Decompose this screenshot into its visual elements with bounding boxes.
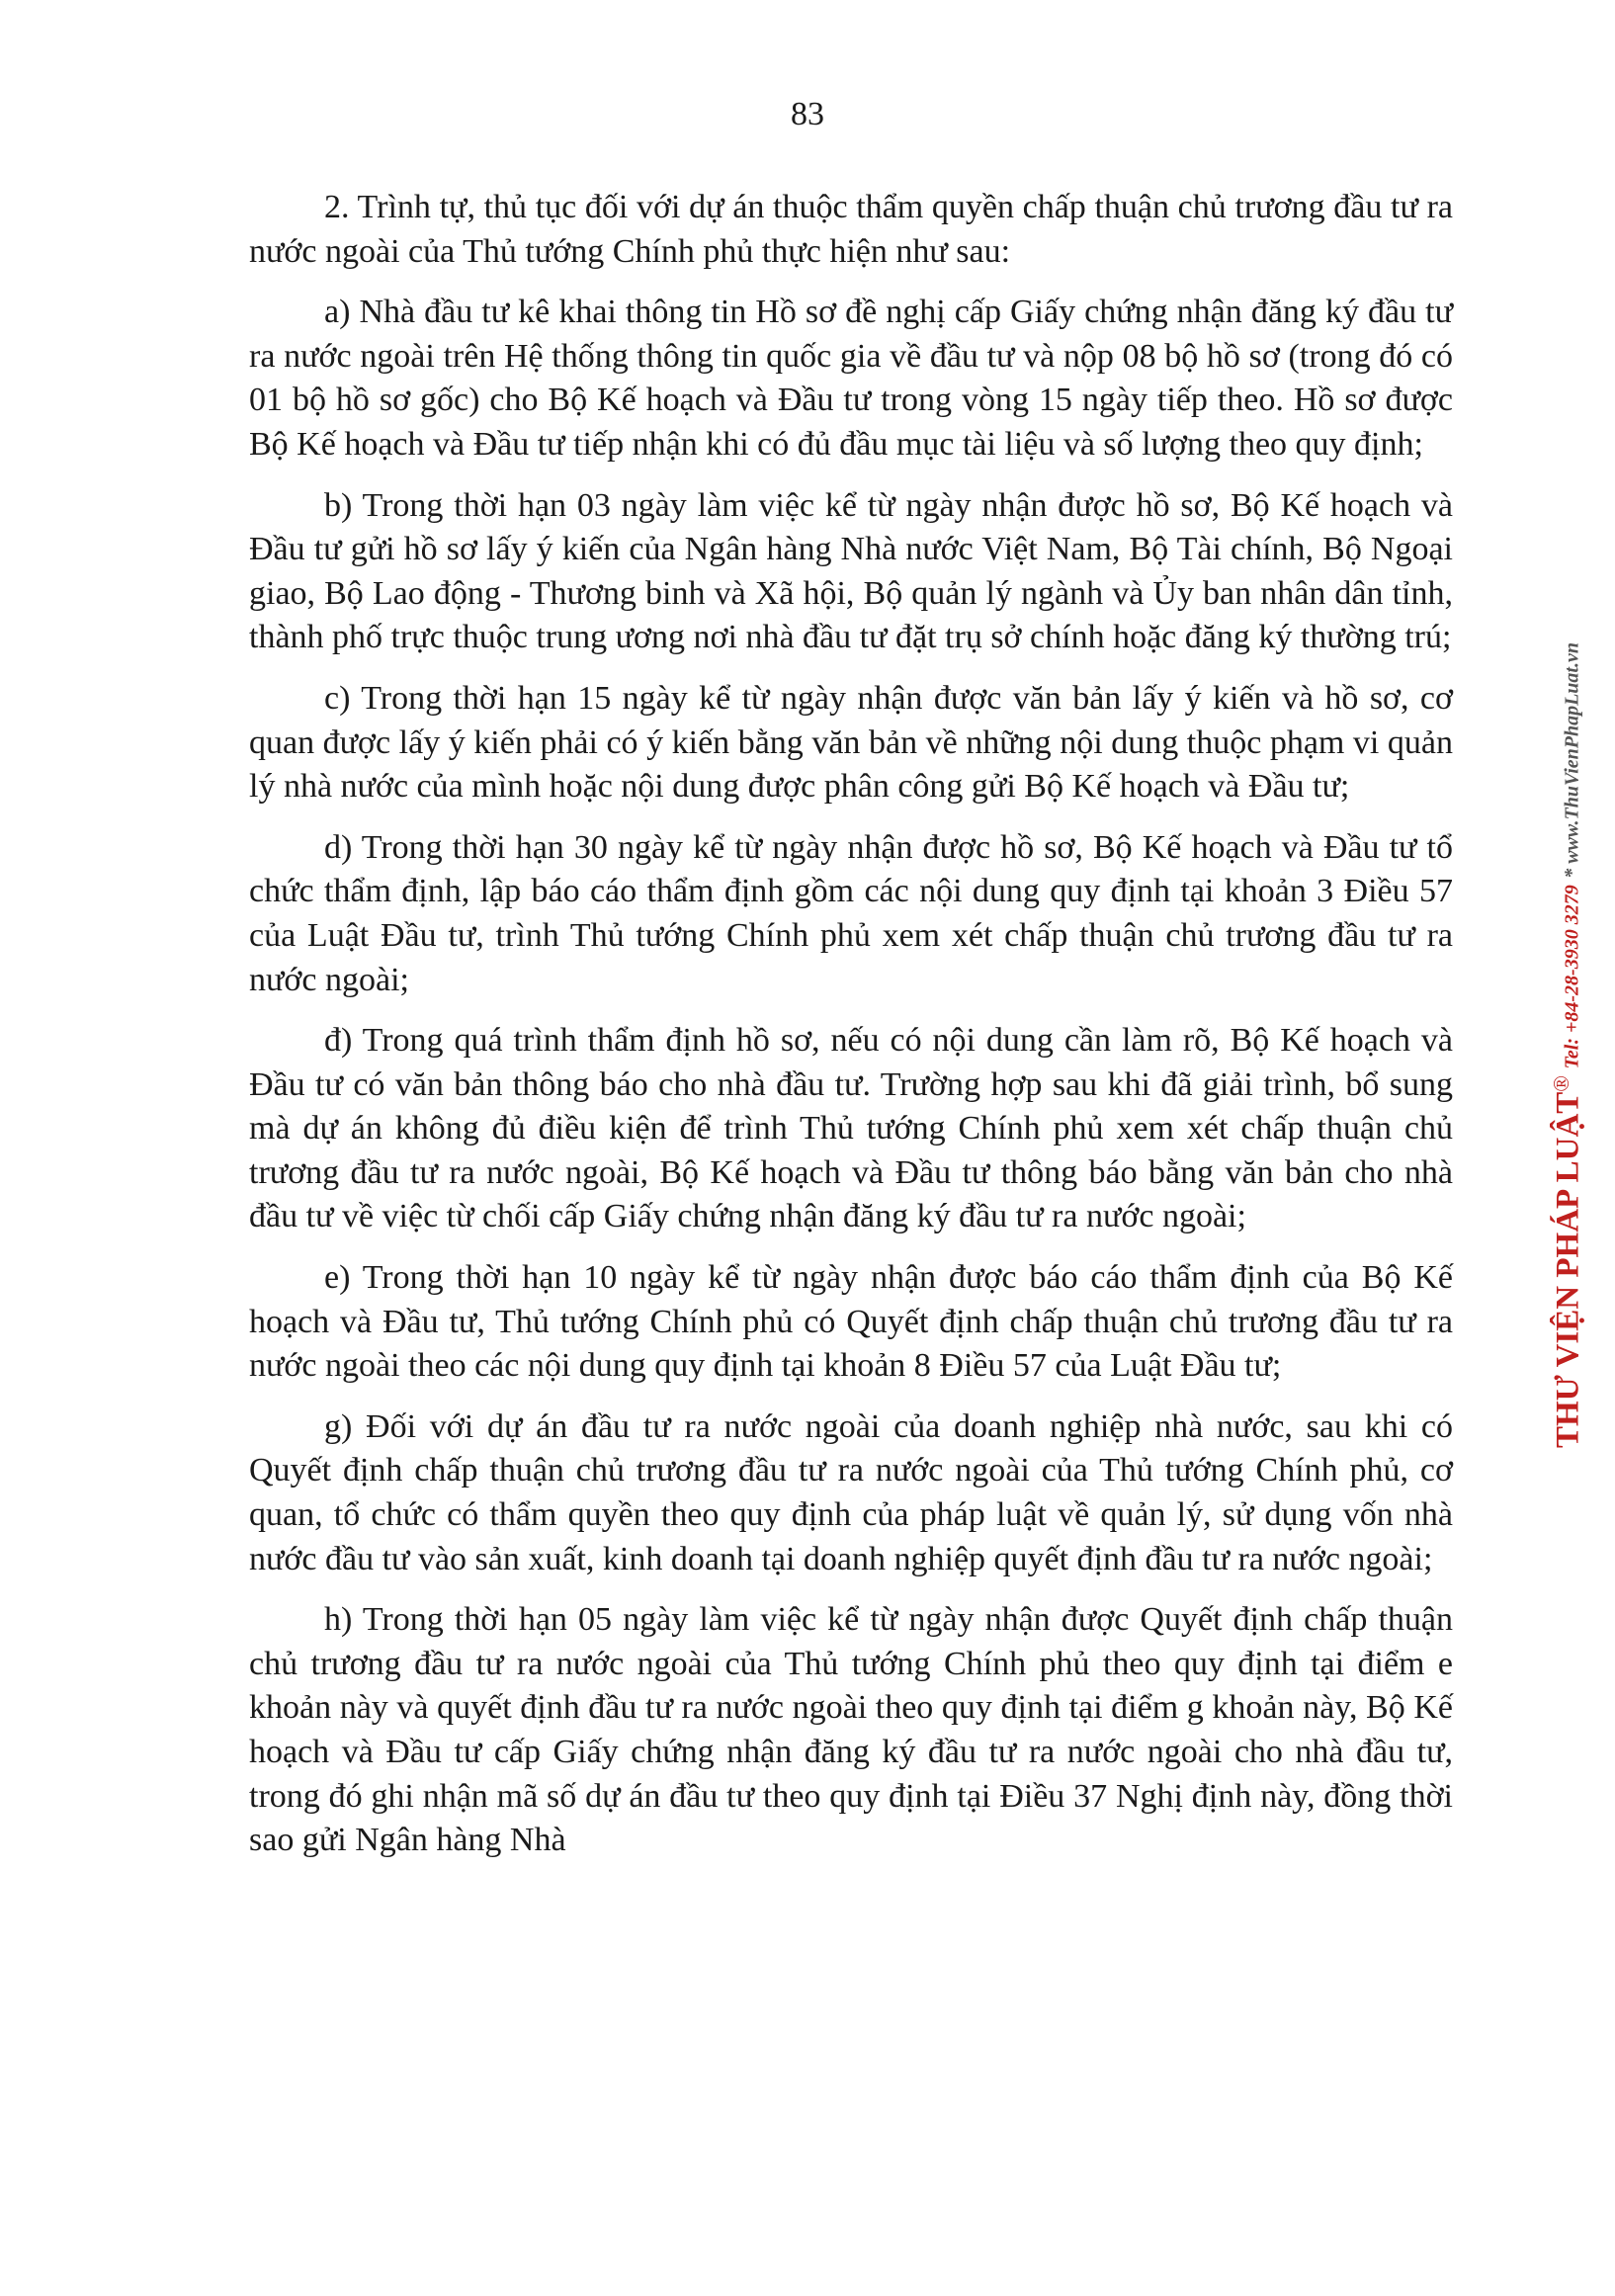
watermark (1522, 514, 1586, 1463)
watermark-website: * www.ThuVienPhapLuat.vn (1561, 642, 1583, 879)
paragraph-intro: 2. Trình tự, thủ tục đối với dự án thuộc thẩm quyền chấp thuận chủ trương đầu tư ra nước ngoài của Thủ tướng Chính phủ thực hiện như sau: (249, 189, 1453, 270)
paragraph-c: c) Trong thời hạn 15 ngày kể từ ngày nhận được văn bản lấy ý kiến và hồ sơ, cơ quan được lấy ý kiến phải có ý kiến bằng văn bản về những nội dung thuộc phạm vi quản lý nhà nước của mình hoặc nội dung được phân công gửi Bộ Kế hoạch và Đầu tư; (249, 679, 1453, 806)
paragraph-d: d) Trong thời hạn 30 ngày kể từ ngày nhận được hồ sơ, Bộ Kế hoạch và Đầu tư tổ chức thẩm định, lập báo cáo thẩm định gồm các nội dung quy định tại khoản 3 Điều 57 của Luật Đầu tư, trình Thủ tướng Chính phủ xem xét chấp thuận chủ trương đầu tư ra nước ngoài; (249, 828, 1453, 998)
watermark-registered-mark: ® (1549, 1074, 1573, 1092)
paragraph-dd: đ) Trong quá trình thẩm định hồ sơ, nếu có nội dung cần làm rõ, Bộ Kế hoạch và Đầu tư có văn bản thông báo cho nhà đầu tư. Trường hợp sau khi đã giải trình, bổ sung mà dự án không đủ điều kiện để trình Thủ tướng Chính phủ xem xét chấp thuận chủ trương đầu tư ra nước ngoài, Bộ Kế hoạch và Đầu tư thông báo bằng văn bản cho nhà đầu tư về việc từ chối cấp Giấy chứng nhận đăng ký đầu tư ra nước ngoài; (249, 1022, 1453, 1235)
paragraph-g: g) Đối với dự án đầu tư ra nước ngoài của doanh nghiệp nhà nước, sau khi có Quyết định chấp thuận chủ trương đầu tư ra nước ngoài của Thủ tướng Chính phủ, cơ quan, tổ chức có thẩm quyền theo quy định của pháp luật về quản lý, sử dụng vốn nhà nước đầu tư vào sản xuất, kinh doanh tại doanh nghiệp quyết định đầu tư ra nước ngoài; (249, 1407, 1453, 1577)
paragraph-b: b) Trong thời hạn 03 ngày làm việc kể từ ngày nhận được hồ sơ, Bộ Kế hoạch và Đầu tư gửi hồ sơ lấy ý kiến của Ngân hàng Nhà nước Việt Nam, Bộ Tài chính, Bộ Ngoại giao, Bộ Lao động - Thương binh và Xã hội, Bộ quản lý ngành và Ủy ban nhân dân tỉnh, thành phố trực thuộc trung ương nơi nhà đầu tư đặt trụ sở chính hoặc đăng ký thường trú; (249, 486, 1453, 656)
watermark-text (1547, 642, 1587, 1448)
paragraph-h: h) Trong thời hạn 05 ngày làm việc kể từ ngày nhận được Quyết định chấp thuận chủ trương đầu tư ra nước ngoài của Thủ tướng Chính phủ theo quy định tại điểm e khoản này và quyết định đầu tư ra nước ngoài theo quy định tại điểm g khoản này, Bộ Kế hoạch và Đầu tư cấp Giấy chứng nhận đăng ký đầu tư ra nước ngoài cho nhà đầu tư, trong đó ghi nhận mã số dự án đầu tư theo quy định tại Điều 37 Nghị định này, đồng thời sao gửi Ngân hàng Nhà (249, 1601, 1453, 1859)
document-body (249, 186, 1453, 1880)
paragraph-e: e) Trong thời hạn 10 ngày kể từ ngày nhận được báo cáo thẩm định của Bộ Kế hoạch và Đầu tư, Thủ tướng Chính phủ có Quyết định chấp thuận chủ trương đầu tư ra nước ngoài theo các nội dung quy định tại khoản 8 Điều 57 của Luật Đầu tư; (249, 1259, 1453, 1385)
page-number: 83 (791, 96, 824, 132)
watermark-brand: THƯ VIỆN PHÁP LUẬT (1550, 1091, 1586, 1448)
watermark-phone: Tel: +84-28-3930 3279 (1561, 885, 1583, 1069)
paragraph-a: a) Nhà đầu tư kê khai thông tin Hồ sơ đề nghị cấp Giấy chứng nhận đăng ký đầu tư ra nước ngoài trên Hệ thống thông tin quốc gia về đầu tư và nộp 08 bộ hồ sơ (trong đó có 01 bộ hồ sơ gốc) cho Bộ Kế hoạch và Đầu tư trong vòng 15 ngày tiếp theo. Hồ sơ được Bộ Kế hoạch và Đầu tư tiếp nhận khi có đủ đầu mục tài liệu và số lượng theo quy định; (249, 294, 1453, 463)
